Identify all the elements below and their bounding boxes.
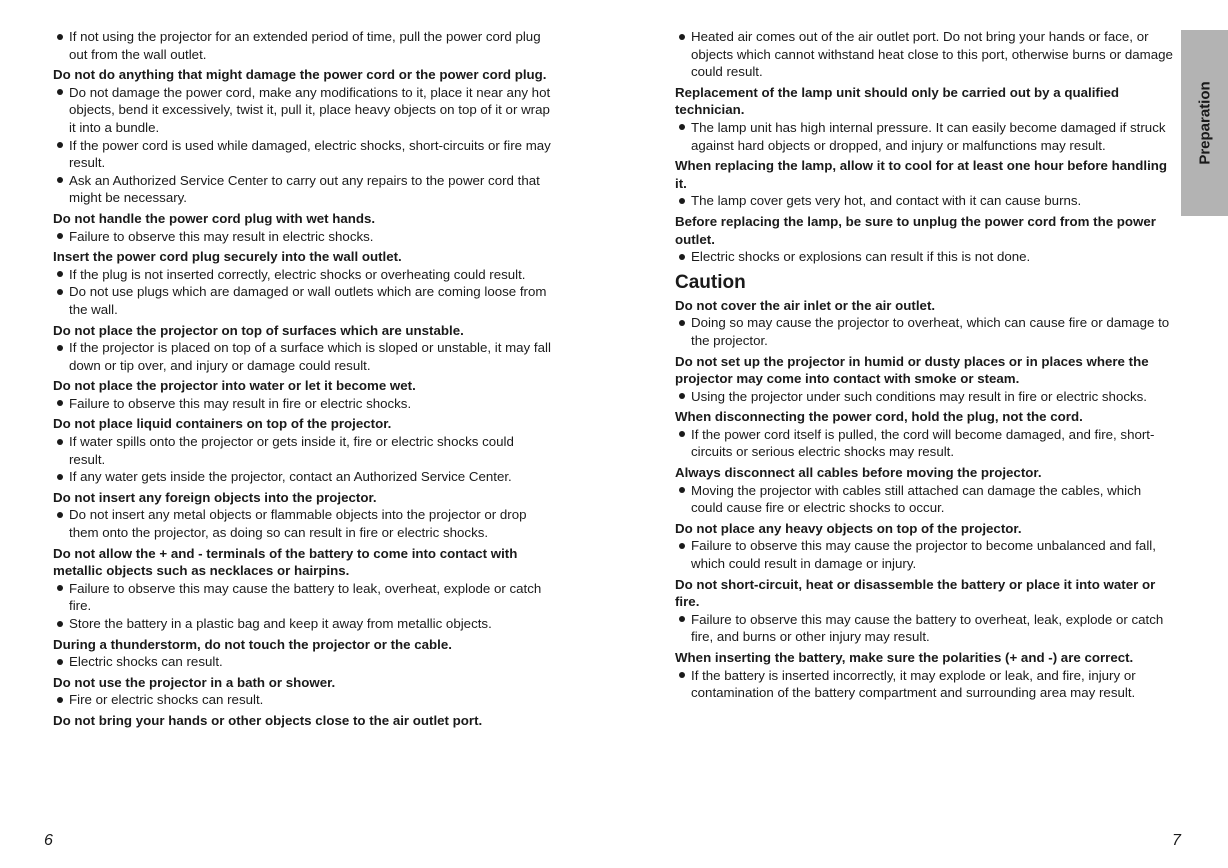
bullet-item: Do not damage the power cord, make any modifications to it, place it near any hot objects, bend it excessively, twist it, pull it, place heavy objects on top of it or wrap it into a bundle. (53, 84, 553, 137)
section-heading: Do not allow the + and - terminals of the battery to come into contact with metallic objects such as necklaces or hairpins. (53, 545, 518, 579)
section-heading: Do not handle the power cord plug with wet hands. (53, 210, 376, 226)
bullet-item: Failure to observe this may cause the projector to become unbalanced and fall, which could result in damage or injury. (675, 537, 1175, 572)
right-column (675, 28, 1175, 705)
section-heading: When disconnecting the power cord, hold the plug, not the cord. (675, 409, 1083, 425)
section (53, 674, 553, 709)
section (53, 545, 553, 633)
section (675, 408, 1175, 461)
section (53, 489, 553, 542)
section-heading: Do not place any heavy objects on top of the projector. (675, 520, 1022, 536)
section (675, 576, 1175, 646)
bullet-item: Electric shocks can result. (53, 653, 553, 671)
bullet-item: If any water gets inside the projector, contact an Authorized Service Center. (53, 468, 553, 486)
bullet-item: Do not use plugs which are damaged or wall outlets which are coming loose from the wall. (53, 283, 553, 318)
section (675, 649, 1175, 702)
section (53, 712, 553, 730)
section-heading: Do not place the projector into water or let it become wet. (53, 378, 416, 394)
section (675, 157, 1175, 210)
bullet-item: Do not insert any metal objects or flammable objects into the projector or drop them onto the projector, as doing so can result in fire or electric shocks. (53, 506, 553, 541)
bullet-item: Failure to observe this may result in electric shocks. (53, 228, 553, 246)
bullet-item: Electric shocks or explosions can result if this is not done. (675, 248, 1175, 266)
section (675, 213, 1175, 266)
bullet-item: Heated air comes out of the air outlet port. Do not bring your hands or face, or objects which cannot withstand heat close to this port, otherwise burns or damage could result. (675, 28, 1175, 81)
section (53, 248, 553, 318)
section-heading: Before replacing the lamp, be sure to unplug the power cord from the power outlet. (675, 213, 1156, 247)
section (675, 353, 1175, 406)
section-heading: Do not place the projector on top of surfaces which are unstable. (53, 322, 464, 338)
bullet-item: The lamp unit has high internal pressure. It can easily become damaged if struck against hard objects or dropped, and injury or malfunctions may result. (675, 119, 1175, 154)
right-page (614, 0, 1228, 868)
bullet-item: Using the projector under such conditions may result in fire or electric shocks. (675, 388, 1175, 406)
caution-title: Caution (675, 271, 746, 293)
bullet-item: If not using the projector for an extended period of time, pull the power cord plug out from the wall outlet. (53, 28, 553, 63)
section (53, 377, 553, 412)
section-heading: Do not do anything that might damage the power cord or the power cord plug. (53, 67, 547, 83)
section-heading: Do not short-circuit, heat or disassemble the battery or place it into water or fire. (675, 576, 1156, 610)
bullet-item: Doing so may cause the projector to overheat, which can cause fire or damage to the projector. (675, 314, 1175, 349)
section-heading: Do not bring your hands or other objects close to the air outlet port. (53, 712, 483, 728)
section-heading: When inserting the battery, make sure the polarities (+ and -) are correct. (675, 650, 1134, 665)
bullet-item: If water spills onto the projector or gets inside it, fire or electric shocks could result. (53, 433, 553, 468)
section (675, 464, 1175, 517)
section (53, 415, 553, 485)
section (675, 520, 1175, 573)
bullet-item: If the power cord is used while damaged, electric shocks, short-circuits or fire may result. (53, 137, 553, 172)
section (53, 636, 553, 671)
section-heading: Insert the power cord plug securely into the wall outlet. (53, 249, 402, 265)
section (53, 66, 553, 207)
side-tab (1181, 30, 1228, 216)
section-heading: Do not insert any foreign objects into the projector. (53, 489, 377, 505)
bullet-item: If the projector is placed on top of a surface which is sloped or unstable, it may fall down or tip over, and injury or damage could result. (53, 339, 553, 374)
section (675, 84, 1175, 154)
bullet-item: Fire or electric shocks can result. (53, 691, 553, 709)
bullet-item: If the plug is not inserted correctly, electric shocks or overheating could result. (53, 266, 553, 284)
left-column (53, 28, 553, 733)
bullet-item: If the battery is inserted incorrectly, it may explode or leak, and fire, injury or contamination of the battery compartment and surrounding area may result. (675, 667, 1175, 702)
section-heading: Do not cover the air inlet or the air outlet. (675, 297, 936, 313)
section-heading: Do not set up the projector in humid or dusty places or in places where the projector may come into contact with smoke or steam. (675, 353, 1149, 387)
bullet-item: Failure to observe this may result in fire or electric shocks. (53, 395, 553, 413)
bullet-item: Ask an Authorized Service Center to carry out any repairs to the power cord that might be necessary. (53, 172, 553, 207)
bullet-item: Moving the projector with cables still attached can damage the cables, which could cause fire or electric shocks to occur. (675, 482, 1175, 517)
section-heading: Replacement of the lamp unit should only be carried out by a qualified technician. (675, 84, 1120, 118)
section-heading: When replacing the lamp, allow it to cool for at least one hour before handling it. (675, 158, 1168, 191)
bullet-item: The lamp cover gets very hot, and contact with it can cause burns. (675, 192, 1175, 210)
bullet-item: Failure to observe this may cause the battery to leak, overheat, explode or catch fire. (53, 580, 553, 615)
section-heading: Do not use the projector in a bath or shower. (53, 674, 336, 690)
section (675, 297, 1175, 350)
bullet-item: Store the battery in a plastic bag and keep it away from metallic objects. (53, 615, 553, 633)
bullet-item: Failure to observe this may cause the battery to overheat, leak, explode or catch fire, and burns or other injury may result. (675, 611, 1175, 646)
side-tab-label: Preparation (1196, 81, 1213, 165)
section-heading: Always disconnect all cables before moving the projector. (675, 465, 1042, 481)
page-number-right: 7 (1172, 832, 1181, 849)
page-number-left: 6 (44, 832, 53, 849)
section-heading: During a thunderstorm, do not touch the projector or the cable. (53, 636, 452, 652)
bullet-item: If the power cord itself is pulled, the cord will become damaged, and fire, short-circuits or serious electric shocks may result. (675, 426, 1175, 461)
section (53, 322, 553, 375)
section-heading: Do not place liquid containers on top of the projector. (53, 416, 392, 432)
section (53, 210, 553, 245)
